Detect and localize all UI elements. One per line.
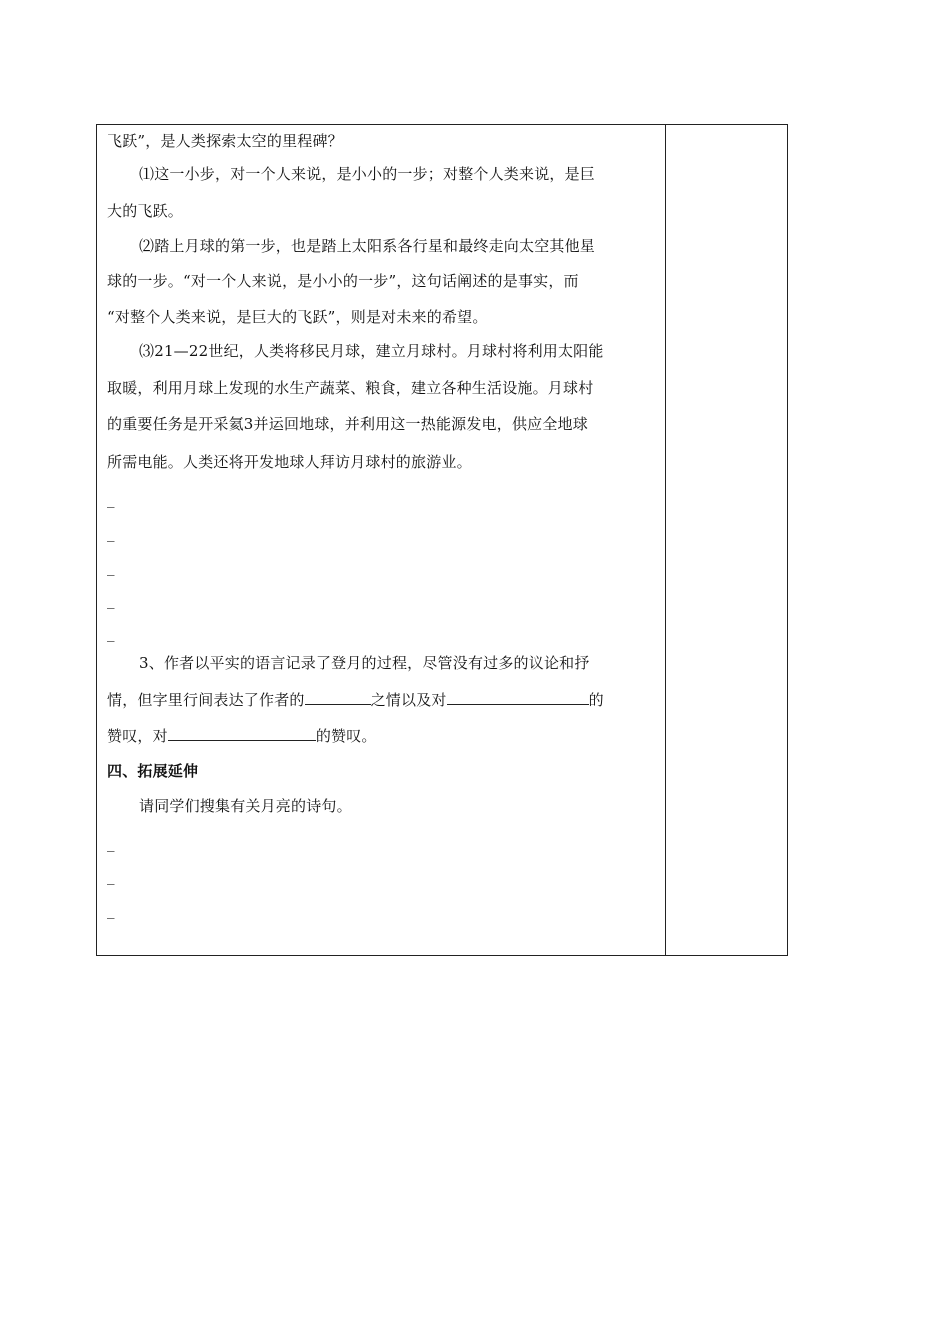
question-3-text: 情，但字里行间表达了作者的 — [107, 691, 305, 709]
section-text: 请同学们搜集有关月亮的诗句。 — [139, 797, 352, 815]
answer-dash: _ — [107, 867, 115, 885]
text-line: ⑵踏上月球的第一步，也是踏上太阳系各行星和最终走向太空其他星 — [139, 237, 596, 255]
text-line: ⑴这一小步，对一个人来说，是小小的一步；对整个人类来说，是巨 — [139, 165, 596, 183]
answer-dash: _ — [107, 901, 115, 919]
text-line: ⑶21—22世纪，人类将移民月球，建立月球村。月球村将利用太阳能 — [139, 342, 604, 360]
question-3-text: 的 — [588, 691, 604, 709]
fill-blank[interactable] — [168, 726, 316, 741]
answer-dash: _ — [107, 524, 115, 542]
question-3-text: 的赞叹。 — [315, 727, 377, 745]
text-line: 飞跃”，是人类探索太空的里程碑？ — [107, 132, 343, 150]
answer-dash: _ — [107, 490, 115, 508]
text-line: 球的一步。“对一个人来说，是小小的一步”，这句话阐述的是事实，而 — [107, 272, 579, 290]
text-line: “对整个人类来说，是巨大的飞跃”，则是对未来的希望。 — [107, 308, 488, 326]
answer-dash: _ — [107, 558, 115, 576]
question-3-text: 之情以及对 — [370, 691, 447, 709]
answer-dash: _ — [107, 624, 115, 642]
section-heading: 四、拓展延伸 — [107, 762, 199, 780]
lesson-table — [96, 124, 788, 956]
notes-column — [666, 125, 787, 955]
text-line: 所需电能。人类还将开发地球人拜访月球村的旅游业。 — [107, 453, 472, 471]
answer-dash: _ — [107, 591, 115, 609]
text-line: 取暖，利用月球上发现的水生产蔬菜、粮食，建立各种生活设施。月球村 — [107, 379, 594, 397]
question-3-line — [107, 690, 604, 710]
text-line: 大的飞跃。 — [107, 202, 184, 220]
text-line: 的重要任务是开采氦3并运回地球，并利用这一热能源发电，供应全地球 — [107, 415, 588, 433]
answer-dash: _ — [107, 834, 115, 852]
question-3-line — [107, 726, 377, 746]
main-column — [97, 125, 666, 955]
question-3-text: 赞叹，对 — [107, 727, 168, 745]
fill-blank[interactable] — [447, 690, 589, 705]
question-3: 3、作者以平实的语言记录了登月的过程，尽管没有过多的议论和抒 — [139, 654, 590, 672]
fill-blank[interactable] — [305, 690, 371, 705]
